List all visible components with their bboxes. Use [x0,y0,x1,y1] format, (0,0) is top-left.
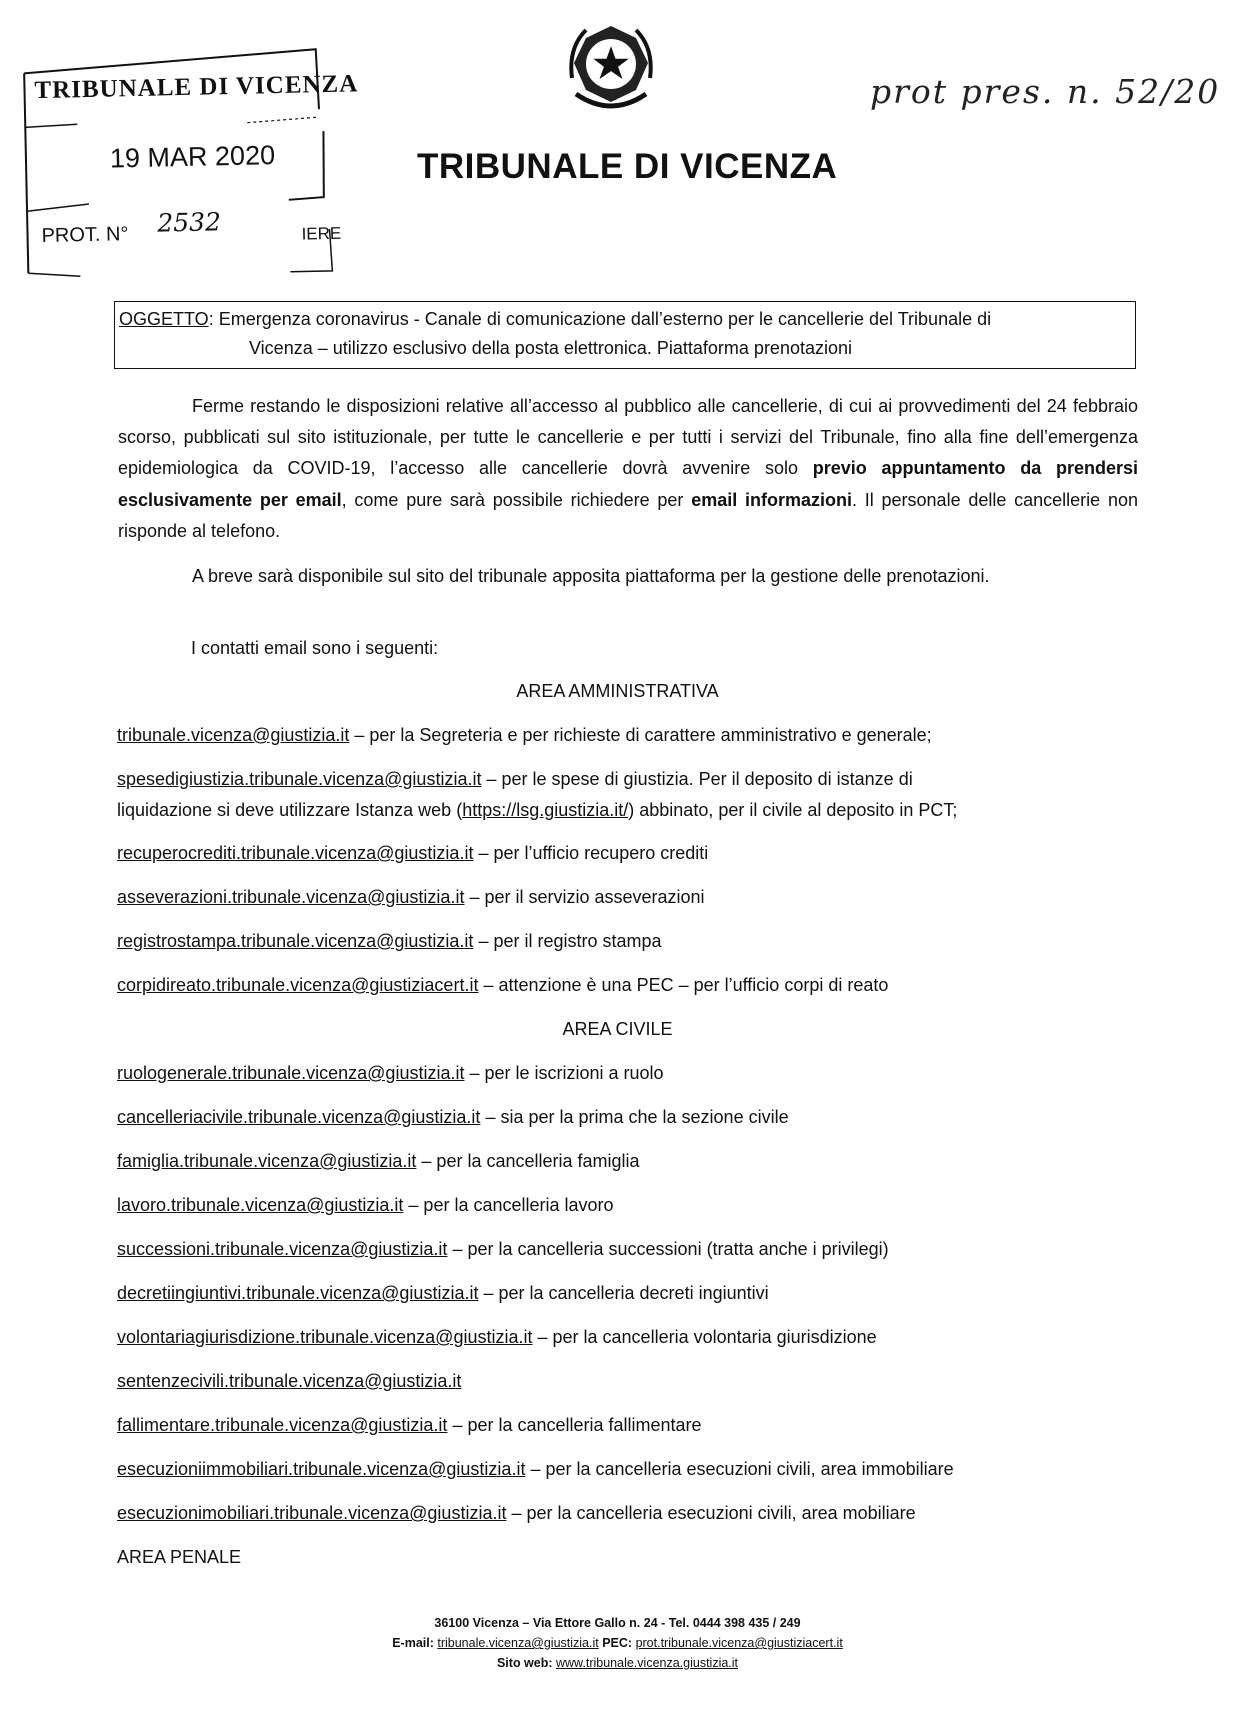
paragraph-access-bold-1: previo appuntamento da prendersi esclusivamente per email [118,458,1138,510]
email-link[interactable]: recuperocrediti.tribunale.vicenza@giustizia.it [117,843,474,863]
email-link[interactable]: spesedigiustizia.tribunale.vicenza@giustizia.it [117,769,482,789]
list-item [117,1459,954,1480]
email-desc: – per la cancelleria esecuzioni civili, area immobiliare [525,1459,954,1479]
page-title: TRIBUNALE DI VICENZA [417,147,838,186]
email-link[interactable]: corpidireato.tribunale.vicenza@giustiziacert.it [117,975,479,995]
list-item [117,1371,461,1392]
paragraph-contacts-intro: I contatti email sono i seguenti: [191,638,439,658]
subject-box [114,301,1136,369]
footer-web-label: Sito web: [496,1656,556,1670]
email-desc: – per la cancelleria esecuzioni civili, area mobiliare [506,1503,916,1523]
stamp-prot-number: 2532 [157,207,222,238]
list-item [117,887,705,908]
list-item [117,725,932,746]
email-link[interactable]: volontariagiurisdizione.tribunale.vicenza@giustizia.it [117,1327,533,1347]
email-link[interactable]: registrostampa.tribunale.vicenza@giustizia.it [117,931,474,951]
area-penale-heading: AREA PENALE [117,1547,242,1567]
footer-pec-link[interactable]: prot.tribunale.vicenza@giustiziacert.it [635,1636,843,1650]
list-item-continuation [117,800,957,821]
area-civile-heading: AREA CIVILE [562,1019,673,1039]
stamp-prot-label: PROT. N° [41,223,129,247]
subject-line-1 [119,309,991,330]
footer-web-link[interactable]: www.tribunale.vicenza.giustizia.it [556,1656,739,1670]
email-link[interactable]: ruologenerale.tribunale.vicenza@giustizia.it [117,1063,465,1083]
email-desc: – per la cancelleria lavoro [403,1195,614,1215]
footer-pec-label: PEC: [598,1636,636,1650]
handwritten-note: prot pres. n. 52/20 [870,72,1221,111]
paragraph-access-text-3: . Il personale delle cancellerie non risponde al telefono. [118,489,1138,541]
email-link[interactable]: asseverazioni.tribunale.vicenza@giustizia.it [117,887,465,907]
email-desc: – per la cancelleria fallimentare [447,1415,702,1435]
list-item [117,1063,664,1084]
list-item [117,931,662,952]
paragraph-access-text-2: , come pure sarà possibile richiedere per [341,489,692,510]
email-link[interactable]: successioni.tribunale.vicenza@giustizia.it [117,1239,448,1259]
footer-email-label: E-mail: [392,1636,438,1650]
email-link[interactable]: cancelleriacivile.tribunale.vicenza@giustizia.it [117,1107,481,1127]
email-desc: – per il registro stampa [473,931,662,951]
paragraph-access-bold-2: email informazioni [691,489,852,510]
subject-text-1: : Emergenza coronavirus - Canale di comunicazione dall’esterno per le cancellerie del Tribunale di [208,309,992,329]
paragraph-access [118,391,1138,547]
email-link[interactable]: sentenzecivili.tribunale.vicenza@giustizia.it [117,1371,462,1391]
list-item [117,1107,789,1128]
footer-web [0,1656,1235,1670]
email-desc: – sia per la prima che la sezione civile [480,1107,789,1127]
email-desc: – per la Segreteria e per richieste di carattere amministrativo e generale; [349,725,932,745]
list-item [117,1327,877,1348]
reception-stamp [16,39,359,281]
list-item [117,769,1137,790]
footer-address: 36100 Vicenza – Via Ettore Gallo n. 24 - Tel. 0444 398 435 / 249 [434,1616,801,1630]
subject-label: OGGETTO [119,309,209,329]
subject-line-2: Vicenza – utilizzo esclusivo della posta elettronica. Piattaforma prenotazioni [249,338,852,358]
footer-contacts [0,1636,1235,1650]
email-desc: – per l’ufficio recupero crediti [473,843,709,863]
list-item [117,843,708,864]
list-item [117,1283,769,1304]
email-link[interactable]: decretiingiuntivi.tribunale.vicenza@giustizia.it [117,1283,479,1303]
email-desc: – per la cancelleria decreti ingiuntivi [478,1283,769,1303]
email-desc: – per la cancelleria successioni (tratta anche i privilegi) [447,1239,889,1259]
area-amministrativa-heading: AREA AMMINISTRATIVA [516,681,719,701]
stamp-office: TRIBUNALE DI VICENZA [34,70,359,105]
email-desc: – per la cancelleria volontaria giurisdizione [532,1327,877,1347]
email-desc: – attenzione è una PEC – per l’ufficio corpi di reato [478,975,889,995]
stamp-date: 19 MAR 2020 [109,140,276,174]
paragraph-access-text: Ferme restando le disposizioni relative all’accesso al pubblico alle cancellerie, di cui ai provvedimenti del 24 febbraio scorso, pubblicati sul sito istituzionale, per tutte le cancellerie e per tutti i servizi del Tribunale, fino alla fine dell’emergenza epidemiologica da COVID-19, l’accesso alle cancellerie dovrà avvenire solo [118,396,1138,479]
list-item [117,1151,640,1172]
footer-email-link[interactable]: tribunale.vicenza@giustizia.it [437,1636,599,1650]
paragraph-platform: A breve sarà disponibile sul sito del tribunale apposita piattaforma per la gestione delle prenotazioni. [192,566,990,586]
email-desc: – per la cancelleria famiglia [416,1151,640,1171]
spese-cont-text-2: ) abbinato, per il civile al deposito in PCT; [628,800,958,820]
list-item [117,1239,889,1260]
italian-republic-emblem-icon [566,18,656,116]
istanza-web-link[interactable]: https://lsg.giustizia.it/ [462,800,629,820]
email-link[interactable]: esecuzionimobiliari.tribunale.vicenza@giustizia.it [117,1503,507,1523]
email-desc: – per le iscrizioni a ruolo [464,1063,664,1083]
email-desc: – per il servizio asseverazioni [464,887,705,907]
stamp-tail: IERE [301,223,342,244]
email-link[interactable]: famiglia.tribunale.vicenza@giustizia.it [117,1151,417,1171]
spese-cont-text: liquidazione si deve utilizzare Istanza web ( [117,800,463,820]
list-item [117,1415,702,1436]
email-link[interactable]: tribunale.vicenza@giustizia.it [117,725,350,745]
email-link[interactable]: lavoro.tribunale.vicenza@giustizia.it [117,1195,404,1215]
email-link[interactable]: fallimentare.tribunale.vicenza@giustizia.it [117,1415,448,1435]
list-item [117,975,888,996]
list-item [117,1503,916,1524]
email-link[interactable]: esecuzioniimmobiliari.tribunale.vicenza@giustizia.it [117,1459,526,1479]
email-desc: – per le spese di giustizia. Per il deposito di istanze di [481,769,913,789]
list-item [117,1195,614,1216]
